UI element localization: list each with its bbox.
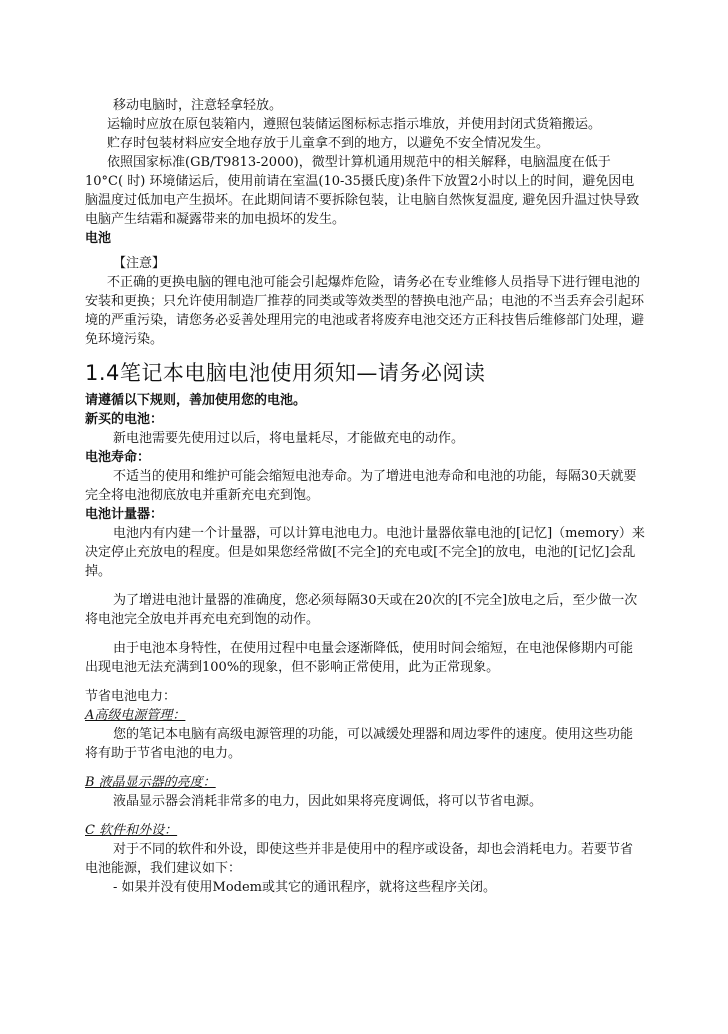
transport-paragraph-1: 移动电脑时，注意轻拿轻放。 bbox=[113, 98, 283, 113]
battery-life-text: 不适当的使用和维护可能会缩短电池寿命。为了增进电池寿命和电池的功能，每隔30天就要完全将电池彻底放电并重新充电充到饱。 bbox=[85, 469, 637, 503]
subsection-c-item-1: - 如果并没有使用Modem或其它的通讯程序，就将这些程序关闭。 bbox=[113, 880, 497, 895]
battery-life-heading: 电池寿命： bbox=[85, 450, 151, 465]
subsection-b-text: 液晶显示器会消耗非常多的电力，因此如果将亮度调低，将可以节省电源。 bbox=[113, 794, 543, 809]
battery-note-text: 不正确的更换电脑的锂电池可能会引起爆炸危险，请务必在专业维修人员指导下进行锂电池的安装和更换；只允许使用制造厂推荐的同类或等效类型的替换电池产品；电池的不当丢弃会引起环境的严重污染，请您务必妥善处理用完的电池或者将废弃电池交还方正科技售后维修部门处理，避免环境污染。 bbox=[85, 275, 645, 347]
save-power-heading: 节省电池电力： bbox=[85, 689, 177, 704]
battery-meter-text-3: 由于电池本身特性，在使用过程中电量会逐渐降低，使用时间会缩短，在电池保修期内可能出现电池无法充满到100%的现象，但不影响正常使用，此为正常现象。 bbox=[85, 641, 634, 675]
subsection-a-text: 您的笔记本电脑有高级电源管理的功能，可以减缓处理器和周边零件的速度。使用这些功能将有助于节省电池的电力。 bbox=[85, 727, 634, 761]
battery-note-label: 【注意】 bbox=[113, 256, 166, 271]
section-title: 1.4笔记本电脑电池使用须知—请务必阅读 bbox=[85, 361, 486, 385]
subsection-b-heading: B 液晶显示器的亮度： bbox=[85, 775, 216, 790]
subsection-c-heading: C 软件和外设： bbox=[85, 823, 178, 838]
battery-meter-heading: 电池计量器： bbox=[85, 507, 164, 522]
transport-paragraph-4: 依照国家标准(GB/T9813-2000)，微型计算机通用规范中的相关解释，电脑温度在低于10°C( 时) 环境储运后，使用前请在室温(10-35摄氏度)条件下放置2小时以上的时间，避免因电脑温度过低加电产生损坏。在此期间请不要拆除包装，让电脑自然恢复温度, 避免因升温过快导致电脑产生结霜和凝露带来的加电损坏的发生。 bbox=[85, 155, 640, 227]
document-page bbox=[85, 96, 645, 897]
new-battery-heading: 新买的电池： bbox=[85, 412, 164, 427]
transport-paragraph-3: 贮存时包装材料应安全地存放于儿童拿不到的地方，以避免不安全情况发生。 bbox=[107, 136, 550, 151]
transport-paragraph-2: 运输时应放在原包装箱内，遵照包装储运图标标志指示堆放，并使用封闭式货箱搬运。 bbox=[107, 117, 602, 132]
battery-meter-text-2: 为了增进电池计量器的准确度，您必须每隔30天或在20次的[不完全]放电之后，至少做一次将电池完全放电并再充电充到饱的动作。 bbox=[85, 593, 638, 627]
battery-heading: 电池 bbox=[85, 231, 112, 246]
subsection-c-text: 对于不同的软件和外设，即使这些并非是使用中的程序或设备，却也会消耗电力。若要节省电池能源，我们建议如下： bbox=[85, 842, 634, 876]
new-battery-text: 新电池需要先使用过以后，将电量耗尽，才能做充电的动作。 bbox=[113, 431, 465, 446]
section-intro: 请遵循以下规则，善加使用您的电池。 bbox=[85, 393, 307, 408]
battery-meter-text-1: 电池内有内建一个计量器，可以计算电池电力。电池计量器依靠电池的[记忆]（memory）来决定停止充放电的程度。但是如果您经常做[不完全]的充电或[不完全]的放电，电池的[记忆]会乱掉。 bbox=[85, 526, 645, 579]
subsection-a-heading: A高级电源管理： bbox=[85, 708, 186, 723]
